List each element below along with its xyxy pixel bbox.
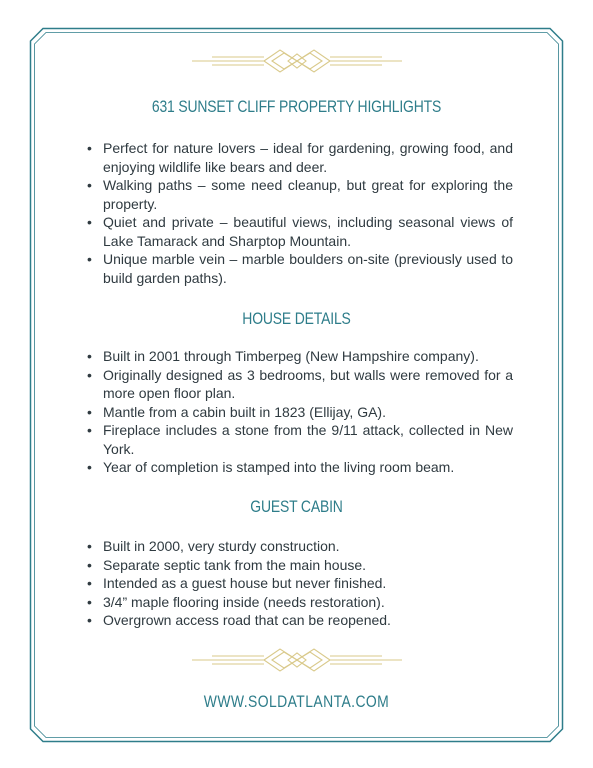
list-item: • Perfect for nature lovers – ideal for gardening, growing food, and enjoying wildlife like bears and deer.	[85, 139, 513, 176]
list-item: • 3/4” maple flooring inside (needs restoration).	[85, 593, 513, 612]
list-item: • Mantle from a cabin built in 1823 (Ellijay, GA).	[85, 403, 513, 422]
list-item: • Separate septic tank from the main house.	[85, 556, 513, 575]
website-link[interactable]: WWW.SOLDATLANTA.COM	[203, 692, 390, 711]
list-item: • Overgrown access road that can be reopened.	[85, 611, 513, 630]
highlights-list	[85, 139, 513, 287]
art-deco-ornament-bottom	[192, 647, 402, 673]
guest-cabin-list	[85, 537, 513, 630]
section-title-highlights: 631 SUNSET CLIFF PROPERTY HIGHLIGHTS	[151, 97, 442, 116]
list-item: • Walking paths – some need cleanup, but great for exploring the property.	[85, 176, 513, 213]
list-item: • Year of completion is stamped into the living room beam.	[85, 458, 513, 477]
list-item: • Fireplace includes a stone from the 9/11 attack, collected in New York.	[85, 421, 513, 458]
list-item: • Originally designed as 3 bedrooms, but walls were removed for a more open floor plan.	[85, 366, 513, 403]
list-item: • Quiet and private – beautiful views, including seasonal views of Lake Tamarack and Sharptop Mountain.	[85, 213, 513, 250]
art-deco-ornament-top	[192, 48, 402, 74]
house-details-list	[85, 347, 513, 477]
list-item: • Built in 2001 through Timberpeg (New Hampshire company).	[85, 347, 513, 366]
list-item: • Built in 2000, very sturdy construction.	[85, 537, 513, 556]
list-item: • Intended as a guest house but never finished.	[85, 574, 513, 593]
section-title-guest-cabin: GUEST CABIN	[250, 497, 343, 516]
list-item: • Unique marble vein – marble boulders on-site (previously used to build garden paths).	[85, 250, 513, 287]
section-title-house-details: HOUSE DETAILS	[242, 309, 351, 328]
